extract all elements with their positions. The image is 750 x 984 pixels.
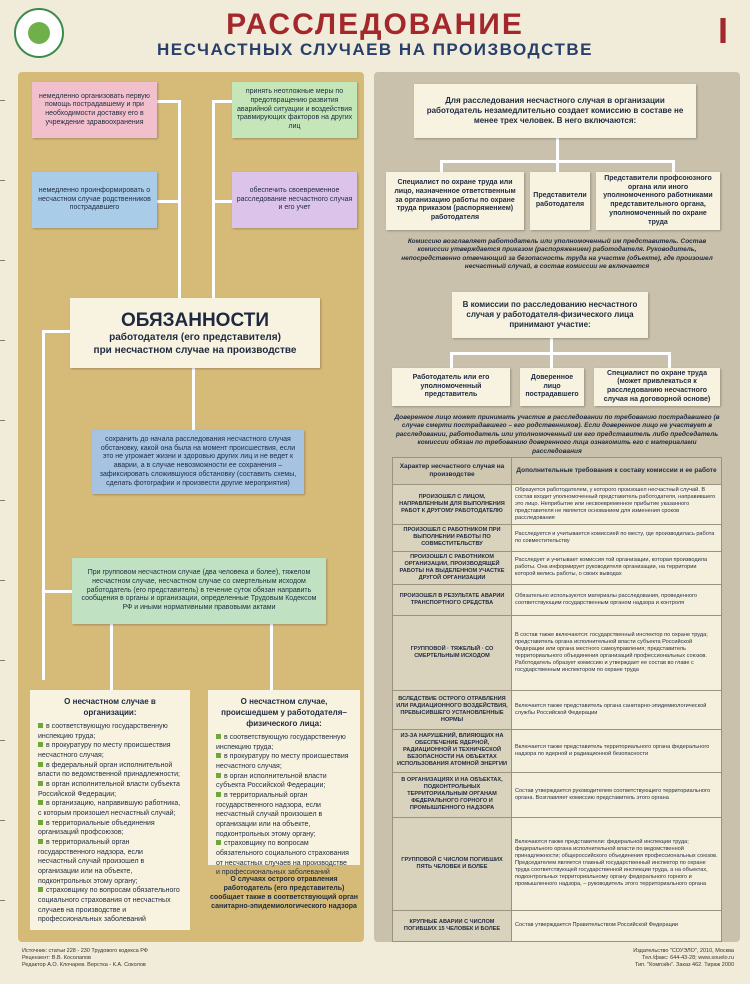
table-row: ПРОИЗОШЕЛ С РАБОТНИКОМ ПРИ ВЫПОЛНЕНИИ РАБОТЫ ПО СОВМЕСТИТЕЛЬСТВУ Расследуется и учитывается комиссией по месту, где производилась работа по совместительству xyxy=(393,524,722,551)
list-heading: О несчастном случае, происшедшем у работодателя–физического лица: xyxy=(221,697,347,729)
participant-employer: Работодатель или его уполномоченный представитель xyxy=(392,368,510,406)
table-header-cell: Дополнительные требования к составу комиссии и ее работе xyxy=(512,458,722,485)
inform-relatives-box: немедленно проинформировать о несчастном случае родственников пострадавшего xyxy=(32,172,157,228)
connector-line xyxy=(270,620,273,690)
list-item: страховщику по вопросам обязательного социального страхования от несчастных случаев на производстве и профессиональных заболеваний xyxy=(38,887,180,924)
connector-line xyxy=(155,200,180,203)
list-item: в территориальный орган государственного надзора, если несчастный случай произошел в организации или на объекте, подконтрольных этому органу; xyxy=(38,838,145,885)
connector-line xyxy=(192,360,195,440)
connector-line xyxy=(155,100,180,103)
commission-requirements-table xyxy=(392,457,722,942)
list-item: в прокуратуру по месту происшествия несчастного случая; xyxy=(216,753,349,771)
list-item: в организацию, направившую работника, с которым произошел несчастный случай; xyxy=(38,800,181,817)
table-row: В ОРГАНИЗАЦИЯХ И НА ОБЪЕКТАХ, ПОДКОНТРОЛЬНЫХ ТЕРРИТОРИАЛЬНЫМ ОРГАНАМ ФЕДЕРАЛЬНОГО ГОРНОГО И ПРОМЫШЛЕННОГО НАДЗОРА Состав утверждается руководителем соответствующего территориального органа. Возглавляет комиссию представитель этого органа xyxy=(393,772,722,817)
footer-publisher: Издательство "СОУЭЛО", 2010, Москва Тел./факс: 644-43-28; www.souelo.ru Тип. "Компэйн". Заказ 462. Тираж 2000 xyxy=(633,948,734,969)
poisoning-note: О случаях острого отравления работодатель (его представитель) сообщает также в соответствующий орган санитарно-эпидемиологического надзора xyxy=(209,876,359,911)
table-header-cell: Характер несчастного случая на производстве xyxy=(393,458,512,485)
table-row: ГРУППОВОЙ С ЧИСЛОМ ПОГИБШИХ ПЯТЬ ЧЕЛОВЕК И БОЛЕЕ Включаются также представители: федеральной инспекции труда; федерального органа исполнительной власти по ведомственной принадлежности; общероссийского объединения профессиональных союзов. Председателем является главный государственный инспектор по охране труда соответствующей государственной инспекции труда, а на объектах, подконтрольных территориальному органу федерального горного и промышленного надзора, – руководитель этого территориального органа xyxy=(393,817,722,910)
connector-line xyxy=(110,620,113,690)
duties-main-box xyxy=(70,298,320,368)
table-header-row xyxy=(393,458,722,485)
member-union-reps: Представители профсоюзного органа или иного уполномоченного работниками представительного органа, уполномоченный по охране труда xyxy=(596,172,720,230)
list-item: в орган исполнительной власти субъекта Российской Федерации; xyxy=(216,772,327,790)
table-row: ПРОИЗОШЕЛ С РАБОТНИКОМ ОРГАНИЗАЦИИ, ПРОИЗВОДЯЩЕЙ РАБОТЫ НА ВЫДЕЛЕННОМ УЧАСТКЕ ДРУГОЙ ОРГАНИЗАЦИИ Расследует и учитывает комиссия той организации, которая производила работы. Она информирует руководителя организации, на территории которой велись работы, о своих выводах xyxy=(393,551,722,584)
table-row: КРУПНЫЕ АВАРИИ С ЧИСЛОМ ПОГИБШИХ 15 ЧЕЛОВЕК И БОЛЕЕ Состав утверждается Правительством Российской Федерации xyxy=(393,910,722,941)
duties-subtitle-2: при несчастном случае на производстве xyxy=(93,344,297,356)
list-item: страховщику по вопросам обязательного социального страхования от несчастных случаев на производстве и профессиональных заболеваний xyxy=(216,840,349,877)
footer-credits: Источник: статьи 228 - 230 Трудового кодекса РФ Рецензент: В.В. Косолапов Редактор А.О. Клочарев. Верстка - К.А. Соколов xyxy=(22,948,148,969)
margin-ticks xyxy=(0,0,6,984)
list-item: в прокуратуру по месту происшествия несчастного случая; xyxy=(38,742,171,760)
duties-subtitle-1: работодателя (его представителя) xyxy=(109,332,281,344)
connector-line xyxy=(212,100,234,103)
table-row: ГРУППОВОЙ · ТЯЖЕЛЫЙ · СО СМЕРТЕЛЬНЫМ ИСХОДОМ В состав также включаются: государственный инспектор по охране труда; представитель органа исполнительной власти субъекта Российской Федерации или органа местного самоуправления; представитель территориального объединения организаций профессиональных союзов. Работодатель образует комиссию и утверждает ее состав во главе с государственным инспектором по охране труда xyxy=(393,615,722,690)
commission-note: Комиссию возглавляет работодатель или уполномоченный им представитель. Состав комиссии утверждается приказом (распоряжением) работодателя. Руководитель, непосредственно отвечающий за безопасность труда на участке (объекте), где произошел несчастный случай, в состав комиссии не включается xyxy=(401,238,713,271)
list-item: в соответствующую государственную инспекцию труда; xyxy=(38,723,168,740)
page-title: РАССЛЕДОВАНИЕ xyxy=(226,8,524,41)
commission2-heading-box: В комиссии по расследованию несчастного случая у работодателя-физического лица принимают участие: xyxy=(452,292,648,338)
participant-trusted-person: Доверенное лицо пострадавшего xyxy=(520,368,584,406)
list-item: в территориальные объединения организаций профсоюзов; xyxy=(38,819,155,837)
list-item: в соответствующую государственную инспекцию труда; xyxy=(216,734,346,751)
connector-line xyxy=(556,135,559,175)
organization-notify-list xyxy=(30,690,190,930)
table-row: ВСЛЕДСТВИЕ ОСТРОГО ОТРАВЛЕНИЯ ИЛИ РАДИАЦИОННОГО ВОЗДЕЙСТВИЯ, ПРЕВЫСИВШЕГО УСТАНОВЛЕННЫЕ НОРМЫ Включается также представитель органа санитарно-эпидемиологической службы Российской Федерации xyxy=(393,690,722,729)
group-accident-box: При групповом несчастном случае (два человека и более), тяжелом несчастном случае, несчастном случае со смертельным исходом работодатель (его представитель) в течение суток обязан направить сообщения в органы и организации, определенные Трудовым Кодексом РФ и иными нормативными правовыми актами xyxy=(72,558,326,624)
connector-line xyxy=(42,590,72,593)
list-item: в федеральный орган исполнительной власти по ведомственной принадлежности; xyxy=(38,761,180,779)
connector-line xyxy=(42,330,45,680)
duties-title: ОБЯЗАННОСТИ xyxy=(121,309,269,331)
table-row: ИЗ-ЗА НАРУШЕНИЙ, ВЛИЯЮЩИХ НА ОБЕСПЕЧЕНИЕ ЯДЕРНОЙ, РАДИАЦИОННОЙ И ТЕХНИЧЕСКОЙ БЕЗОПАСНОСТИ НА ОБЪЕКТАХ ИСПОЛЬЗОВАНИЯ АТОМНОЙ ЭНЕРГИИ Включается также представитель территориального органа федерального надзора по ядерной и радиационной безопасности xyxy=(393,729,722,772)
emergency-measures-box: принять неотложные меры по предотвращению развития аварийной ситуации и воздействия травмирующих факторов на других лиц xyxy=(232,82,357,138)
trusted-person-note: Доверенное лицо может принимать участие в расследовании по требованию пострадавшего (в случае смерти пострадавшего – его родственников). Если доверенное лицо не участвует в расследовании, работодатель или уполномоченный им его представитель либо председатель комиссии обязан по требованию доверенного лица ознакомить его с материалами расследования xyxy=(394,414,720,455)
page-subtitle: НЕСЧАСТНЫХ СЛУЧАЕВ НА ПРОИЗВОДСТВЕ xyxy=(157,40,593,59)
table-row: ПРОИЗОШЕЛ В РЕЗУЛЬТАТЕ АВАРИИ ТРАНСПОРТНОГО СРЕДСТВА Обязательно используются материалы расследования, проведенного соответствующим государственным органом надзора и контроля xyxy=(393,584,722,615)
participant-safety-specialist: Специалист по охране труда (может привлекаться к расследованию несчастного случая на договорной основе) xyxy=(594,368,720,406)
list-item: в территориальный орган государственного надзора, если несчастный случай произошел в организации или на объекте, подконтрольных этому органу; xyxy=(216,792,323,838)
list-heading: О несчастном случае в организации: xyxy=(64,697,156,718)
sheet-number: I xyxy=(718,10,729,51)
connector-line xyxy=(450,352,670,355)
table-row: ПРОИЗОШЕЛ С ЛИЦОМ, НАПРАВЛЕННЫМ ДЛЯ ВЫПОЛНЕНИЯ РАБОТ К ДРУГОМУ РАБОТОДАТЕЛЮ Образуется работодателем, у которого произошел несчастный случай. В состав входит уполномоченный представитель работодателя, направившего это лицо. Неприбытие или несвоевременное прибытие указанного представителя не является основанием для изменения сроков расследования xyxy=(393,485,722,525)
list-item: в орган исполнительной власти субъекта Российской Федерации; xyxy=(38,781,180,798)
connector-line xyxy=(212,200,234,203)
connector-line xyxy=(42,330,72,333)
member-employer-reps: Представители работодателя xyxy=(530,172,590,230)
commission-heading-box: Для расследования несчастного случая в организации работодатель незамедлительно создает комиссию в составе не менее трех человек. В него включаются: xyxy=(414,84,696,138)
first-aid-box: немедленно организовать первую помощь пострадавшему и при необходимости доставку его в учреждение здравоохранения xyxy=(32,82,157,138)
connector-line xyxy=(440,160,675,163)
individual-employer-notify-list xyxy=(208,690,360,877)
member-safety-specialist: Специалист по охране труда или лицо, назначенное ответственным за организацию работы по охране труда приказом (распоряжением) работодателя xyxy=(386,172,524,230)
ensure-investigation-box: обеспечить своевременное расследование несчастного случая и его учет xyxy=(232,172,357,228)
preserve-scene-box: сохранить до начала расследования несчастного случая обстановку, какой она была на момент происшествия, если это не угрожает жизни и здоровью других лиц и не ведет к аварии, а в случае невозможности ее сохранения – зафиксировать сложившуюся обстановку (составить схемы, сделать фотографии и произвести другие мероприятия) xyxy=(92,430,304,494)
